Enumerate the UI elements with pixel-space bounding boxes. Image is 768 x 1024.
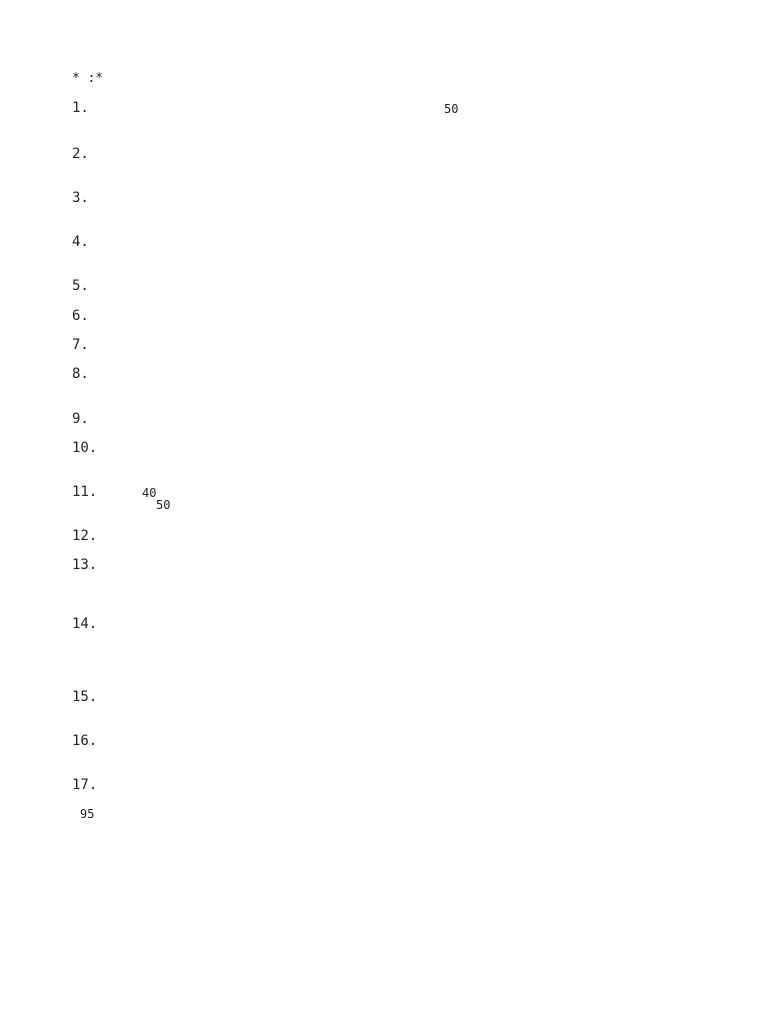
item-number: 6. bbox=[72, 308, 89, 324]
item-number: 7. bbox=[72, 337, 89, 353]
list-item-4 bbox=[72, 234, 696, 270]
item-number: 4. bbox=[72, 234, 89, 250]
item-number: 5. bbox=[72, 278, 89, 294]
item-number: 15. bbox=[72, 689, 98, 705]
list-item-1 bbox=[72, 100, 696, 136]
item-number: 16. bbox=[72, 733, 98, 749]
title-suffix: :* bbox=[87, 71, 104, 86]
list-item-15 bbox=[72, 689, 696, 725]
item-number: 3. bbox=[72, 190, 89, 206]
title-prefix: * bbox=[72, 71, 80, 86]
item-number: 9. bbox=[72, 411, 89, 427]
inline-number: 50 bbox=[444, 102, 459, 116]
item-number: 12. bbox=[72, 528, 98, 544]
item-number: 2. bbox=[72, 146, 89, 162]
item-number: 8. bbox=[72, 366, 89, 382]
list-item-10 bbox=[72, 440, 696, 476]
list-item-13 bbox=[72, 557, 696, 607]
list-item-17 bbox=[72, 777, 696, 855]
list-item-12 bbox=[72, 528, 696, 550]
document-title bbox=[72, 70, 372, 87]
item-number: 11. bbox=[72, 484, 98, 500]
inline-number: 50 bbox=[156, 498, 171, 512]
inline-number: 40 bbox=[142, 486, 157, 500]
list-item-8 bbox=[72, 366, 696, 402]
list-item-6 bbox=[72, 308, 696, 330]
list-item-9 bbox=[72, 411, 696, 433]
inline-number: 95 bbox=[80, 807, 95, 821]
item-number: 1. bbox=[72, 100, 89, 116]
item-number: 14. bbox=[72, 616, 98, 632]
item-number: 10. bbox=[72, 440, 98, 456]
list-item-16 bbox=[72, 733, 696, 769]
item-number: 17. bbox=[72, 777, 98, 793]
list-item-5 bbox=[72, 278, 696, 300]
list-item-7 bbox=[72, 337, 696, 359]
list-item-11 bbox=[72, 484, 696, 520]
list-item-14 bbox=[72, 616, 696, 680]
item-number: 13. bbox=[72, 557, 98, 573]
list-item-3 bbox=[72, 190, 696, 226]
list-item-2 bbox=[72, 146, 696, 182]
